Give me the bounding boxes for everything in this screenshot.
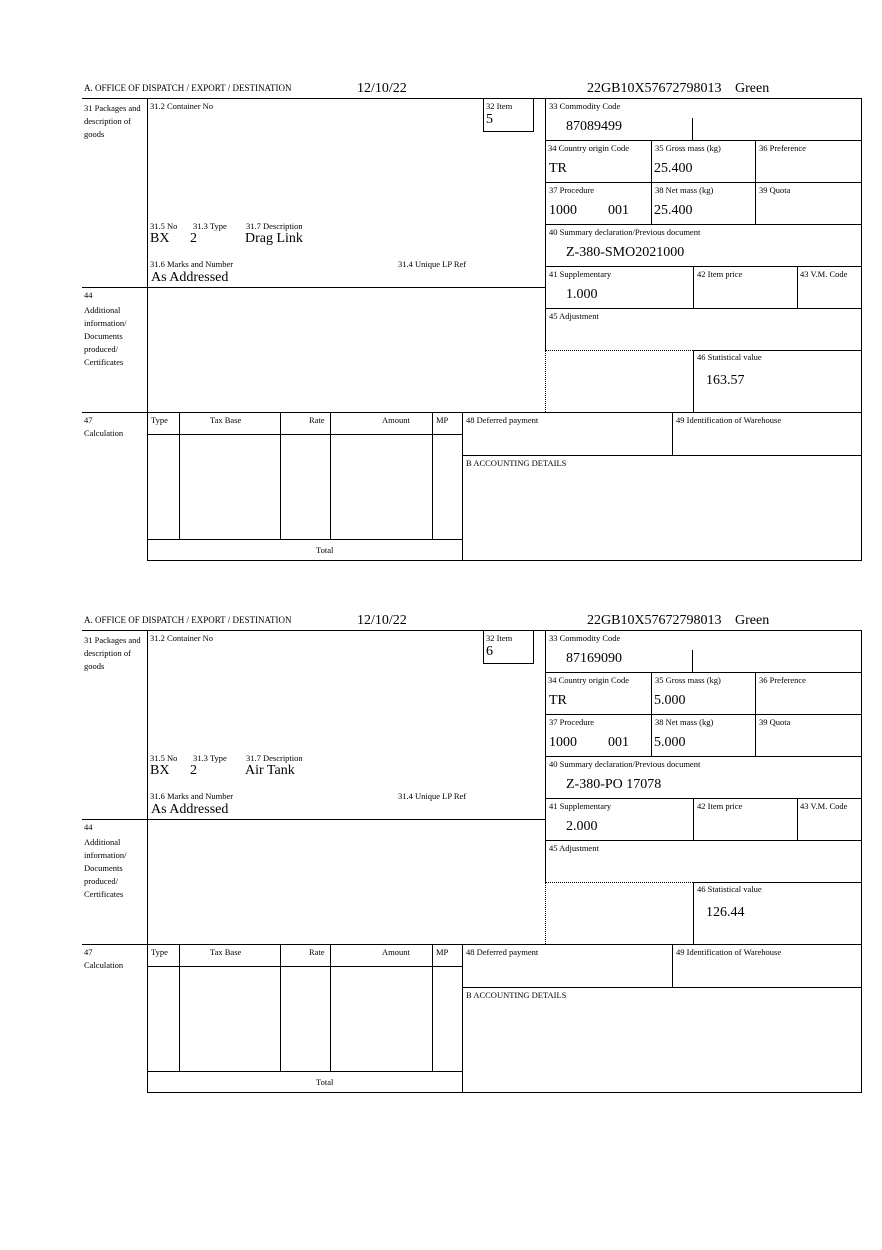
summary-decl-value: Z-380-PO 17078 (566, 777, 662, 792)
grid-h4 (545, 798, 862, 799)
description-label: 31.7 Description (246, 753, 303, 763)
net-mass-value: 25.400 (654, 203, 693, 218)
declaration-reference: 22GB10X57672798013 (587, 613, 722, 628)
calc-col-rate: Rate (309, 947, 325, 957)
grid-dotted-h (545, 350, 693, 351)
deferred-label: 48 Deferred payment (466, 415, 539, 425)
additional-number: 44 (84, 822, 93, 832)
grid-v-e (693, 882, 694, 944)
container-no-label: 31.2 Container No (150, 633, 214, 643)
item-label: 32 Item (486, 101, 513, 111)
type-value: 2 (190, 763, 197, 778)
unique-lp-label: 31.4 Unique LP Ref (398, 259, 467, 269)
summary-decl-value: Z-380-SMO2021000 (566, 245, 685, 260)
grid-h2 (545, 182, 862, 183)
commodity-code-label: 33 Commodity Code (549, 633, 621, 643)
item-price-label: 42 Item price (697, 801, 743, 811)
additional-label: Additional information/ Documents produced/ Certificates (84, 837, 127, 899)
description-value: Drag Link (245, 231, 303, 246)
calc-col-2 (280, 412, 281, 539)
item-box-left (483, 630, 484, 663)
calc-header-line (147, 434, 462, 435)
item-value: 6 (486, 644, 493, 659)
net-mass-value: 5.000 (654, 735, 686, 750)
calc-col-4 (432, 412, 433, 539)
grid-h3 (545, 756, 862, 757)
calc-col-tax-base: Tax Base (210, 947, 242, 957)
grid-h5 (545, 308, 862, 309)
calc-col-3 (330, 944, 331, 1071)
grid-v-b (755, 672, 756, 756)
frame-right (861, 98, 862, 561)
deferred-divider (672, 412, 673, 455)
grid-h6 (693, 350, 862, 351)
country-origin-value: TR (549, 161, 567, 176)
gross-mass-label: 35 Gross mass (kg) (655, 675, 721, 685)
frame-top (82, 98, 862, 99)
marks-label: 31.6 Marks and Number (150, 791, 234, 801)
item-label: 32 Item (486, 633, 513, 643)
summary-decl-label: 40 Summary declaration/Previous document (549, 759, 701, 769)
description-label: 31.7 Description (246, 221, 303, 231)
calc-col-mp: MP (436, 415, 449, 425)
no-label: 31.5 No (150, 753, 178, 763)
grid-v-commodity (692, 650, 693, 672)
grid-h4 (545, 266, 862, 267)
declaration-form-2 (0, 612, 882, 1132)
no-value: BX (150, 231, 170, 246)
calc-label: Calculation (84, 428, 124, 438)
grid-h5 (545, 840, 862, 841)
supplementary-value: 2.000 (566, 819, 598, 834)
deferred-line (462, 455, 862, 456)
divider-row-47 (82, 944, 862, 945)
frame-right (861, 630, 862, 1093)
calc-label: Calculation (84, 960, 124, 970)
grid-h6 (693, 882, 862, 883)
marks-label: 31.6 Marks and Number (150, 259, 234, 269)
type-value: 2 (190, 231, 197, 246)
frame-bottom (147, 1092, 862, 1093)
description-value: Air Tank (245, 763, 295, 778)
calc-bottom-line (147, 1071, 462, 1072)
route-status: Green (735, 613, 770, 628)
marks-value: As Addressed (151, 270, 229, 285)
item-box-bottom (483, 131, 534, 132)
calc-col-tax-base: Tax Base (210, 415, 242, 425)
divider-row-44 (82, 287, 545, 288)
packages-label: 31 Packages and description of goods (84, 103, 141, 139)
quota-label: 39 Quota (759, 185, 791, 195)
procedure-sub-value: 001 (608, 203, 629, 218)
declaration-reference: 22GB10X57672798013 (587, 81, 722, 96)
warehouse-label: 49 Identification of Warehouse (676, 415, 782, 425)
statistical-value: 163.57 (706, 373, 745, 388)
grid-v-d (797, 266, 798, 308)
grid-v-a (651, 140, 652, 224)
unique-lp-label: 31.4 Unique LP Ref (398, 791, 467, 801)
vm-code-label: 43 V.M. Code (800, 269, 848, 279)
calc-col-4 (432, 944, 433, 1071)
type-label: 31.3 Type (193, 221, 227, 231)
office-title: A. OFFICE OF DISPATCH / EXPORT / DESTINATION (84, 83, 292, 93)
supplementary-label: 41 Supplementary (549, 269, 612, 279)
procedure-label: 37 Procedure (549, 717, 595, 727)
grid-v-c (693, 798, 694, 840)
procedure-label: 37 Procedure (549, 185, 595, 195)
adjustment-label: 45 Adjustment (549, 311, 599, 321)
grid-v-b (755, 140, 756, 224)
item-box-bottom (483, 663, 534, 664)
frame-bottom (147, 560, 862, 561)
gross-mass-value: 25.400 (654, 161, 693, 176)
net-mass-label: 38 Net mass (kg) (655, 717, 714, 727)
calc-number: 47 (84, 415, 93, 425)
grid-v-c (693, 266, 694, 308)
calc-col-5 (462, 944, 463, 1092)
grid-v-d (797, 798, 798, 840)
item-price-label: 42 Item price (697, 269, 743, 279)
type-label: 31.3 Type (193, 753, 227, 763)
procedure-code-value: 1000 (549, 203, 577, 218)
statistical-label: 46 Statistical value (697, 884, 762, 894)
item-value: 5 (486, 112, 493, 127)
net-mass-label: 38 Net mass (kg) (655, 185, 714, 195)
grid-h1 (545, 672, 862, 673)
packages-label: 31 Packages and description of goods (84, 635, 141, 671)
calc-col-amount: Amount (382, 947, 410, 957)
supplementary-label: 41 Supplementary (549, 801, 612, 811)
preference-label: 36 Preference (759, 675, 806, 685)
commodity-code-value: 87089499 (566, 119, 622, 134)
grid-h2 (545, 714, 862, 715)
calc-col-5 (462, 412, 463, 560)
office-title: A. OFFICE OF DISPATCH / EXPORT / DESTINATION (84, 615, 292, 625)
no-value: BX (150, 763, 170, 778)
country-origin-label: 34 Country origin Code (548, 143, 629, 153)
calc-col-3 (330, 412, 331, 539)
additional-number: 44 (84, 290, 93, 300)
divider-label-col (147, 98, 148, 561)
calc-col-2 (280, 944, 281, 1071)
accounting-label: B ACCOUNTING DETAILS (466, 990, 567, 1000)
calc-header-line (147, 966, 462, 967)
calc-col-rate: Rate (309, 415, 325, 425)
calc-col-type: Type (151, 415, 168, 425)
calc-col-mp: MP (436, 947, 449, 957)
calc-number: 47 (84, 947, 93, 957)
divider-label-col (147, 630, 148, 1093)
statistical-value: 126.44 (706, 905, 745, 920)
marks-value: As Addressed (151, 802, 229, 817)
calc-bottom-line (147, 539, 462, 540)
item-box-left (483, 98, 484, 131)
grid-v-commodity (692, 118, 693, 140)
declaration-date: 12/10/22 (357, 613, 407, 628)
deferred-divider (672, 944, 673, 987)
frame-top (82, 630, 862, 631)
item-box-right (533, 98, 534, 131)
country-origin-label: 34 Country origin Code (548, 675, 629, 685)
grid-dotted-h (545, 882, 693, 883)
calc-col-1 (179, 944, 180, 1071)
gross-mass-value: 5.000 (654, 693, 686, 708)
divider-row-44 (82, 819, 545, 820)
procedure-code-value: 1000 (549, 735, 577, 750)
summary-decl-label: 40 Summary declaration/Previous document (549, 227, 701, 237)
commodity-code-label: 33 Commodity Code (549, 101, 621, 111)
grid-h3 (545, 224, 862, 225)
grid-dotted-v (545, 350, 546, 412)
preference-label: 36 Preference (759, 143, 806, 153)
declaration-date: 12/10/22 (357, 81, 407, 96)
country-origin-value: TR (549, 693, 567, 708)
procedure-sub-value: 001 (608, 735, 629, 750)
route-status: Green (735, 81, 770, 96)
gross-mass-label: 35 Gross mass (kg) (655, 143, 721, 153)
calc-col-type: Type (151, 947, 168, 957)
grid-v-e (693, 350, 694, 412)
additional-label: Additional information/ Documents produced/ Certificates (84, 305, 127, 367)
no-label: 31.5 No (150, 221, 178, 231)
divider-row-47 (82, 412, 862, 413)
total-label: Total (316, 545, 334, 555)
statistical-label: 46 Statistical value (697, 352, 762, 362)
vm-code-label: 43 V.M. Code (800, 801, 848, 811)
commodity-code-value: 87169090 (566, 651, 622, 666)
grid-v-a (651, 672, 652, 756)
total-label: Total (316, 1077, 334, 1087)
calc-col-1 (179, 412, 180, 539)
accounting-label: B ACCOUNTING DETAILS (466, 458, 567, 468)
quota-label: 39 Quota (759, 717, 791, 727)
adjustment-label: 45 Adjustment (549, 843, 599, 853)
supplementary-value: 1.000 (566, 287, 598, 302)
warehouse-label: 49 Identification of Warehouse (676, 947, 782, 957)
deferred-label: 48 Deferred payment (466, 947, 539, 957)
grid-h1 (545, 140, 862, 141)
deferred-line (462, 987, 862, 988)
container-no-label: 31.2 Container No (150, 101, 214, 111)
declaration-form-1 (0, 80, 882, 600)
item-box-right (533, 630, 534, 663)
calc-col-amount: Amount (382, 415, 410, 425)
grid-dotted-v (545, 882, 546, 944)
